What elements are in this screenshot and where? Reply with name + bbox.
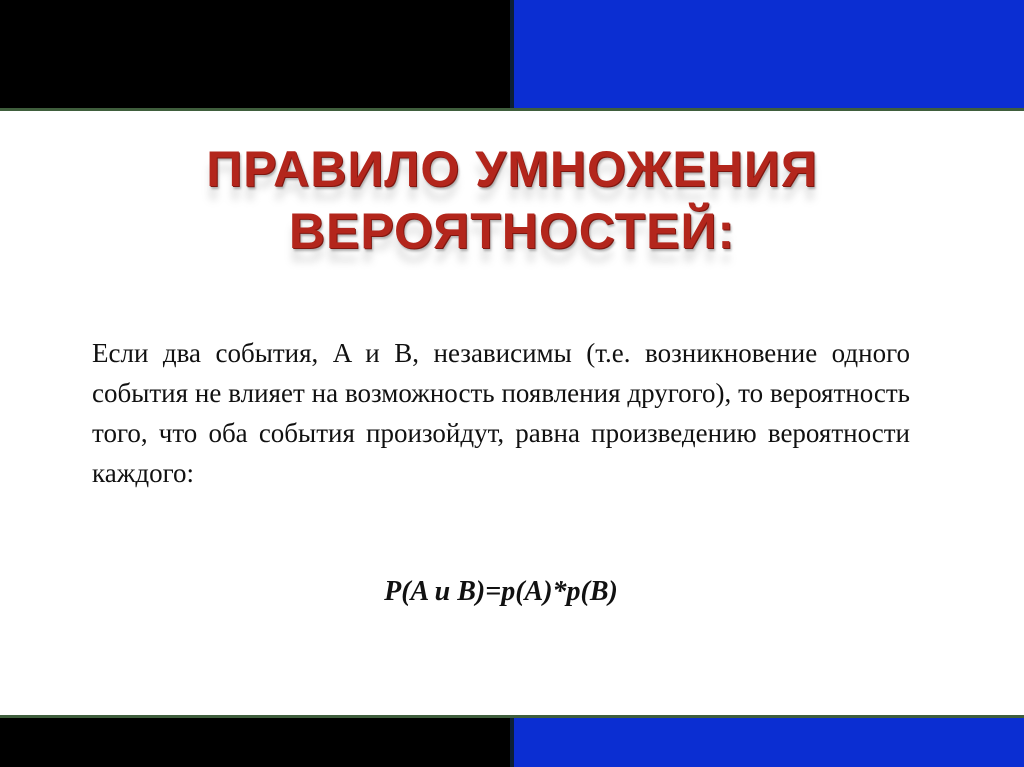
- top-rule-line: [0, 108, 1024, 111]
- slide-title-line-1: ПРАВИЛО УМНОЖЕНИЯ: [206, 141, 818, 197]
- top-banner-blue-segment: [514, 0, 1024, 108]
- rule-description: Если два события, A и B, независимы (т.е. возникновение одного события не влияет на возможность появления другого), то вероятность того, что оба события произойдут, равна произведению вероятности каждого:: [92, 338, 910, 488]
- top-banner-black-segment: [0, 0, 510, 108]
- multiplication-formula: P(A и B)=p(A)*p(B): [384, 576, 618, 607]
- top-banner: [0, 0, 1024, 108]
- slide-title-line-2: ВЕРОЯТНОСТЕЙ:: [288, 203, 736, 259]
- slide-title: [60, 138, 964, 262]
- bottom-banner: [0, 718, 1024, 767]
- bottom-banner-black-segment: [0, 718, 510, 767]
- bottom-banner-blue-segment: [514, 718, 1024, 767]
